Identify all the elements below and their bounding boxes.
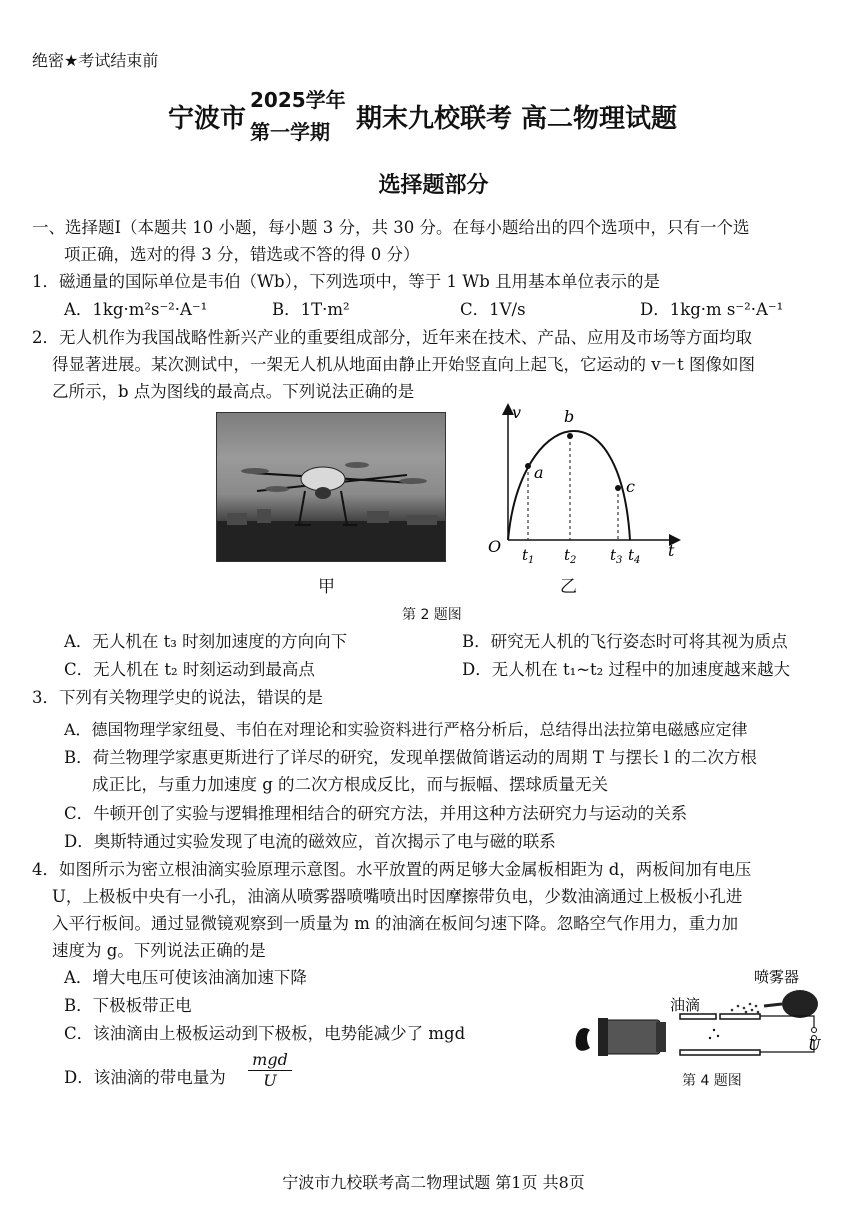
q3-option-c: C．牛顿开创了实验与逻辑推理相结合的研究方法，并用这种方法研究力与运动的关系	[64, 804, 688, 823]
upper-plate	[680, 1014, 716, 1019]
q2-option-b: B．研究无人机的飞行姿态时可将其视为质点	[462, 632, 788, 651]
section-title: 选择题部分	[378, 173, 489, 198]
label-sprayer: 喷雾器	[754, 968, 800, 986]
vt-label-b: b	[564, 407, 575, 426]
q2-stem-line1: 2．无人机作为我国战略性新兴产业的重要组成部分，近年来在技术、产品、应用及市场等方面均取	[32, 328, 752, 347]
spray-mist	[731, 1003, 760, 1014]
fraction-numerator: mgd	[248, 1050, 292, 1071]
vt-point-c	[615, 485, 621, 491]
exam-title	[0, 82, 867, 146]
sprayer-bulb	[782, 990, 818, 1018]
q1-option-c: C．1V/s	[460, 300, 526, 319]
q4-option-a: A．增大电压可使该油滴加速下降	[64, 968, 307, 987]
confidential-label: 绝密★考试结束前	[32, 51, 159, 70]
q3-option-d: D．奥斯特通过实验发现了电流的磁效应，首次揭示了电与磁的联系	[64, 832, 556, 851]
vt-curve	[508, 431, 630, 540]
q3-option-b-line2: 成正比，与重力加速度 g 的二次方根成反比，而与振幅、摆球质量无关	[92, 775, 609, 794]
q2-option-c: C．无人机在 t₂ 时刻运动到最高点	[64, 660, 315, 679]
title-city: 宁波市	[168, 104, 247, 134]
q3-stem: 3．下列有关物理学史的说法，错误的是	[32, 688, 323, 707]
q4-option-b: B．下极板带正电	[64, 996, 192, 1015]
drone-photo	[216, 412, 446, 562]
title-year: 2025学年	[250, 88, 346, 112]
q1-option-a: A．1kg·m²s⁻²·A⁻¹	[64, 300, 208, 319]
vt-point-a	[525, 463, 531, 469]
q4-stem-line2: U，上极板中央有一小孔，油滴从喷雾器喷嘴喷出时因摩擦带负电，少数油滴通过上极板小孔进	[52, 887, 743, 906]
millikan-diagram	[568, 966, 838, 1066]
vt-graph	[480, 400, 690, 570]
vt-tick-t4: $t_4$	[628, 546, 641, 566]
eye-icon	[576, 1028, 590, 1051]
label-droplet: 油滴	[670, 996, 701, 1014]
vt-label-a: a	[534, 463, 544, 482]
q4-fig-caption: 第 4 题图	[682, 1073, 742, 1089]
q3-option-b-line1: B．荷兰物理学家惠更斯进行了详尽的研究，发现单摆做简谐运动的周期 T 与摆长 l 的二次方根	[64, 748, 757, 767]
q1-option-b: B．1T·m²	[272, 300, 350, 319]
q2-stem-line3: 乙所示，b 点为图线的最高点。下列说法正确的是	[52, 382, 415, 401]
q4-stem-line3: 入平行板间。通过显微镜观察到一质量为 m 的油滴在板间匀速下降。忽略空气作用力，重力加	[52, 914, 739, 933]
q2-stem-line2: 得显著进展。某次测试中，一架无人机从地面由静止开始竖直向上起飞，它运动的 v－t 图像如图	[52, 355, 755, 374]
vt-point-b	[567, 433, 573, 439]
vt-y-label: v	[512, 403, 522, 422]
drone-icon	[217, 413, 445, 561]
q4-stem-line4: 速度为 g。下列说法正确的是	[52, 941, 266, 960]
fig-label-yi: 乙	[560, 577, 577, 597]
q4-fraction	[248, 1050, 292, 1091]
vt-tick-t1: $t_1$	[522, 546, 535, 566]
q3-option-a: A．德国物理学家纽曼、韦伯在对理论和实验资料进行严格分析后，总结得出法拉第电磁感应定律	[64, 720, 748, 739]
vt-label-c: c	[626, 477, 635, 496]
q4-stem-line1: 4．如图所示为密立根油滴实验原理示意图。水平放置的两足够大金属板相距为 d，两板间加有电压	[32, 860, 752, 879]
q4-option-d: D．该油滴的带电量为	[64, 1068, 226, 1087]
part1-intro-line2: 项正确，选对的得 3 分，错选或不答的得 0 分）	[64, 245, 420, 264]
part1-intro-line1: 一、选择题Ⅰ（本题共 10 小题，每小题 3 分，共 30 分。在每小题给出的四个选项中，只有一个选	[32, 218, 750, 237]
title-term: 第一学期	[250, 120, 330, 144]
microscope-tube	[602, 1020, 660, 1054]
lower-plate	[680, 1050, 760, 1055]
vt-tick-t3: $t_3$	[610, 546, 623, 566]
q1-stem: 1．磁通量的国际单位是韦伯（Wb），下列选项中，等于 1 Wb 且用基本单位表示的是	[32, 272, 661, 291]
label-voltage: U	[808, 1036, 821, 1054]
fig-label-jia: 甲	[318, 577, 335, 597]
page-footer: 宁波市九校联考高二物理试题 第1页 共8页	[282, 1173, 585, 1192]
fraction-denominator: U	[263, 1071, 277, 1090]
vt-tick-t2: $t_2$	[564, 546, 577, 566]
title-main: 期末九校联考 高二物理试题	[356, 104, 678, 134]
q4-option-c: C．该油滴由上极板运动到下极板，电势能减少了 mgd	[64, 1024, 466, 1043]
q2-option-d: D．无人机在 t₁~t₂ 过程中的加速度越来越大	[462, 660, 791, 679]
q2-fig-caption: 第 2 题图	[402, 607, 462, 623]
vt-origin: O	[488, 537, 502, 556]
vt-x-label: t	[668, 541, 675, 560]
q1-option-d: D．1kg·m s⁻²·A⁻¹	[640, 300, 784, 319]
q2-option-a: A．无人机在 t₃ 时刻加速度的方向向下	[64, 632, 348, 651]
